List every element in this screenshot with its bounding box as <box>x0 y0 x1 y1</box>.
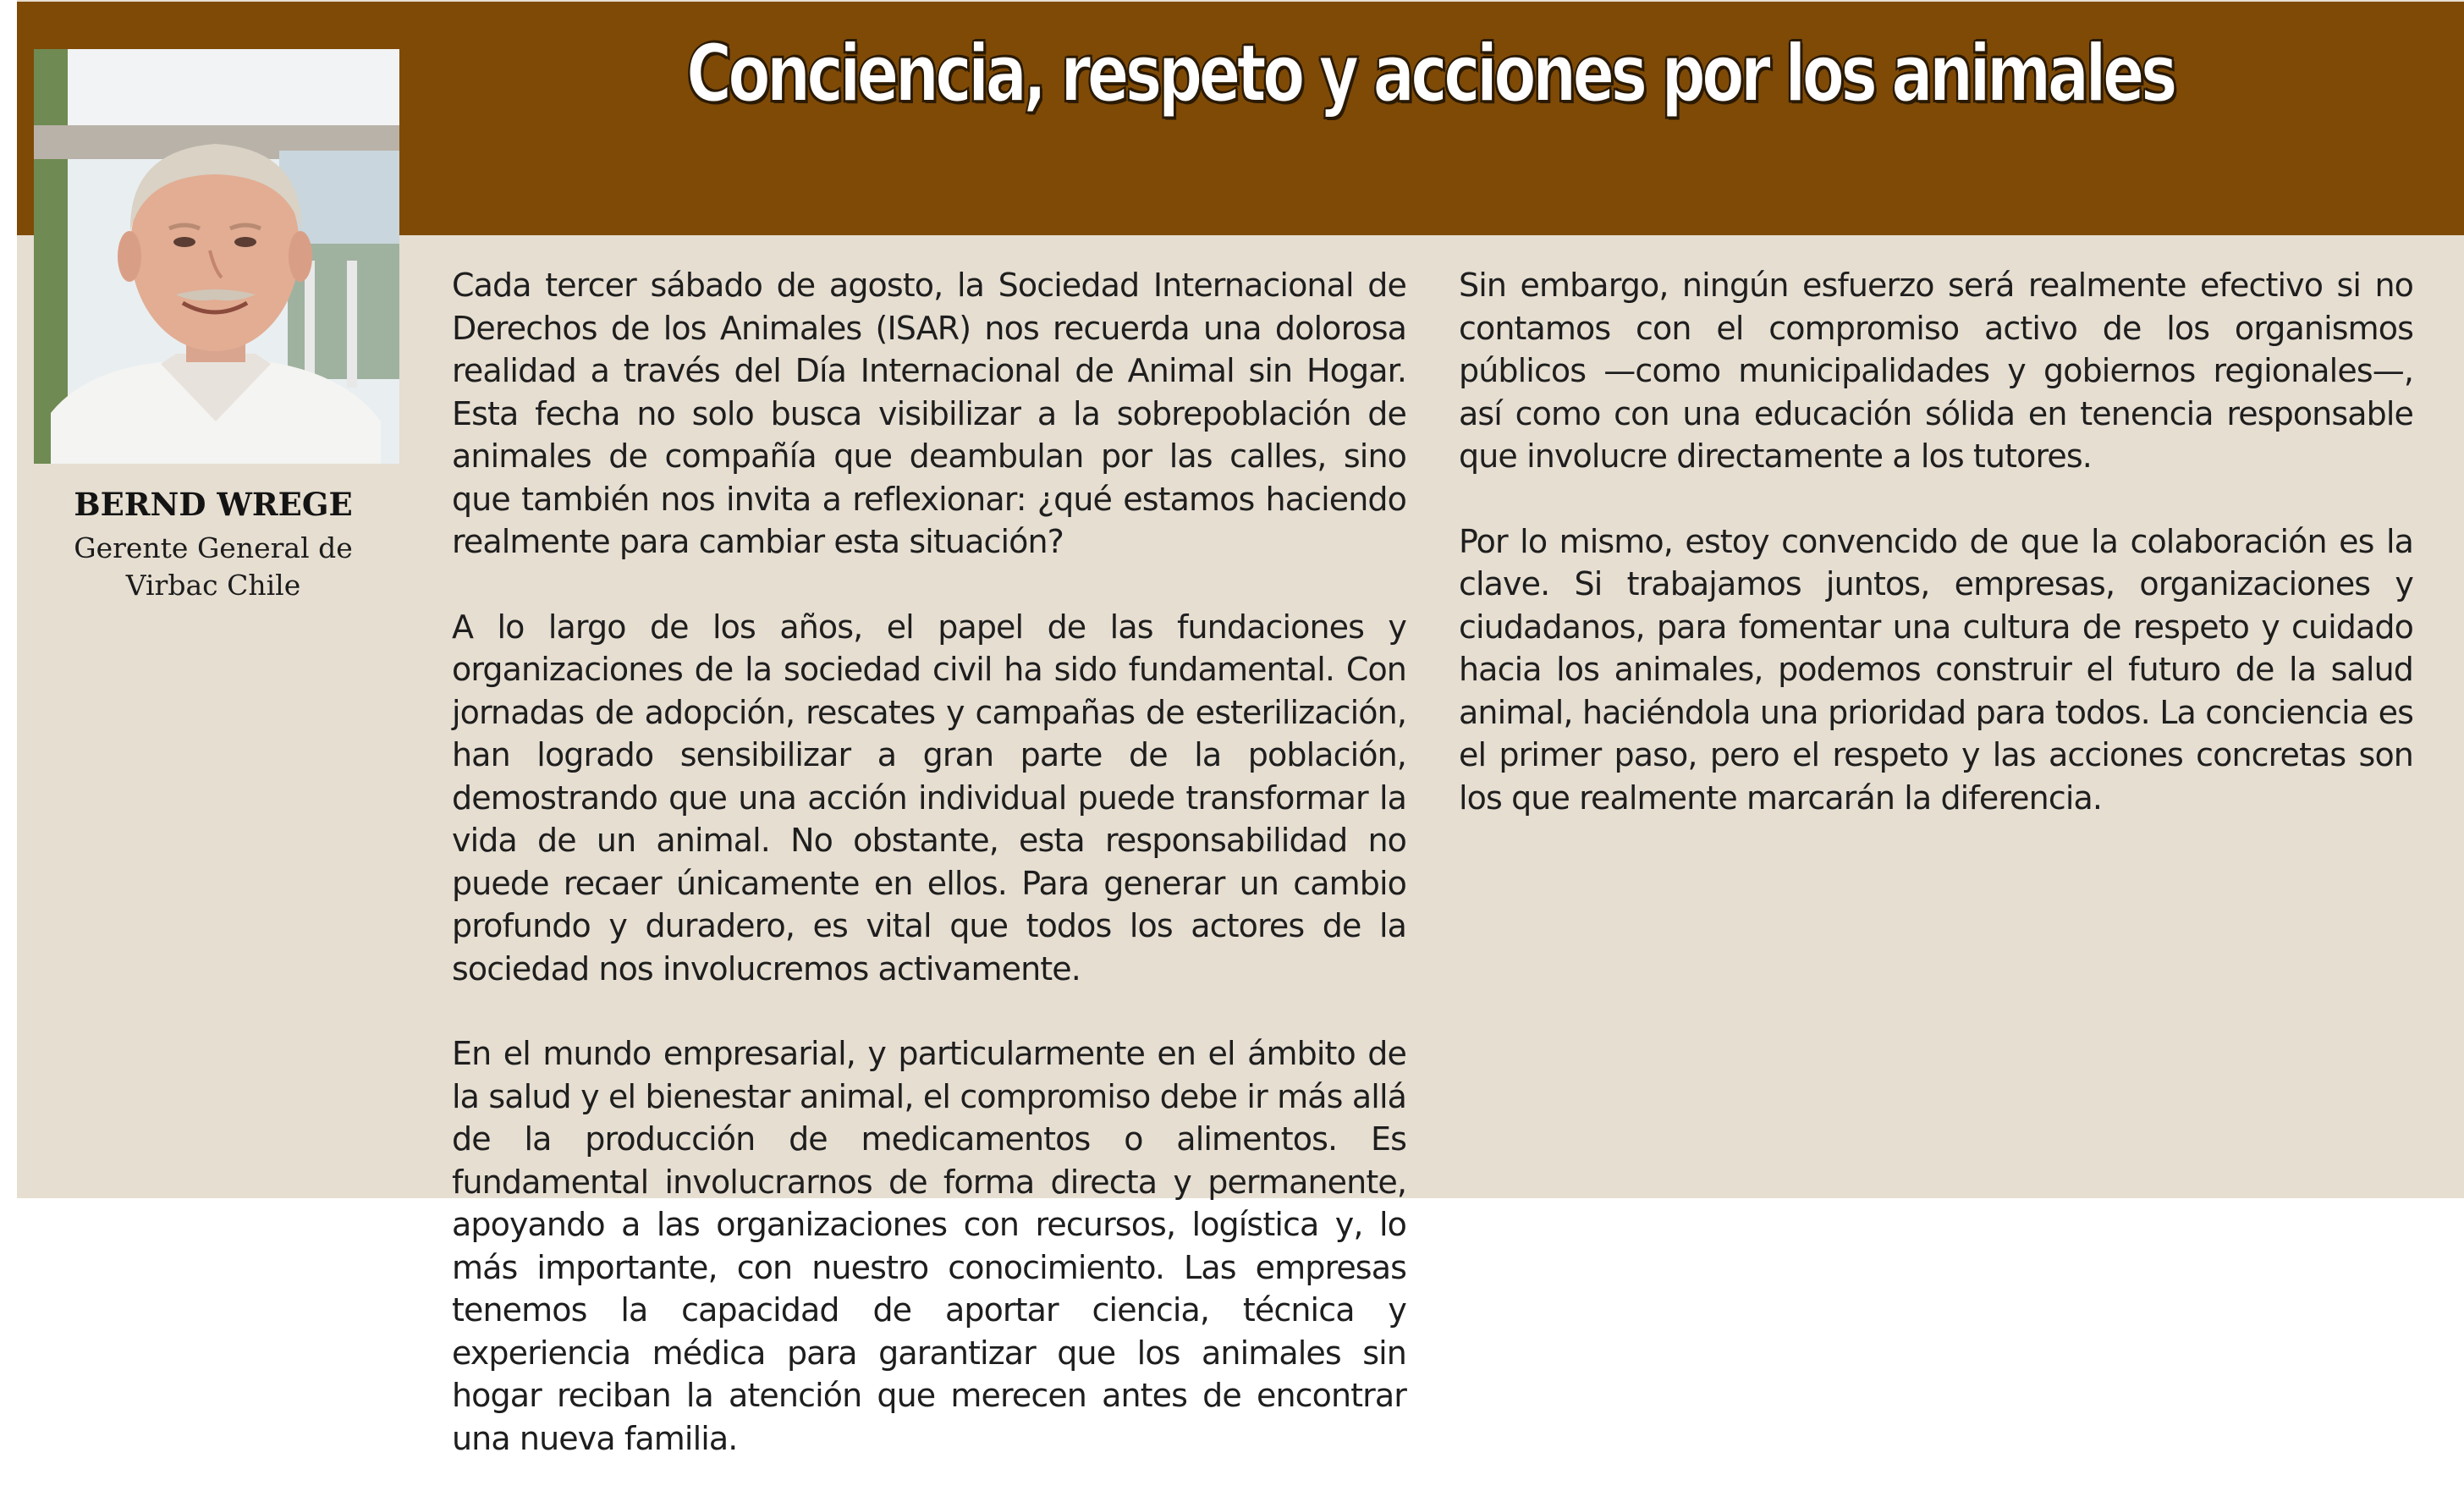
author-name: BERND WREGE <box>74 486 353 523</box>
article-column-left <box>452 264 1406 1502</box>
author-photo <box>34 49 399 464</box>
author-role-line2: Virbac Chile <box>125 569 301 602</box>
article-title: Conciencia, respeto y acciones por los animales <box>686 28 2174 120</box>
article-paragraph-4: Sin embargo, ningún esfuerzo será realmente efectivo si no contamos con el compromiso activo de los organismos públicos —como municipalidades y gobiernos regionales—, así como con una educación sólida en tenencia responsable que involucre directamente a los tutores. <box>1459 267 2413 475</box>
article-paragraph-5: Por lo mismo, estoy convencido de que la colaboración es la clave. Si trabajamos juntos, empresas, organizaciones y ciudadanos, para fomentar una cultura de respeto y cuidado hacia los animales, podemos construir el futuro de la salud animal, haciéndola una prioridad para todos. La conciencia es el primer paso, pero el respeto y las acciones concretas son los que realmente marcarán la diferencia. <box>1459 522 2413 817</box>
author-role <box>34 530 393 604</box>
article-column-right <box>1459 264 2413 861</box>
article-paragraph-3: En el mundo empresarial, y particularmente en el ámbito de la salud y el bienestar animal, el compromiso debe ir más allá de la producción de medicamentos o alimentos. Es fundamental involucrarnos de forma directa y permanente, apoyando a las organizaciones con recursos, logística y, lo más importante, con nuestro conocimiento. Las empresas tenemos la capacidad de aportar ciencia, técnica y experiencia médica para garantizar que los animales sin hogar reciban la atención que merecen antes de encontrar una nueva familia. <box>452 1035 1406 1457</box>
article-paragraph-1: Cada tercer sábado de agosto, la Sociedad Internacional de Derechos de los Animales (ISAR) nos recuerda una dolorosa realidad a través del Día Internacional de Animal sin Hogar. Esta fecha no solo busca visibilizar a la sobrepoblación de animales de compañía que deambulan por las calles, sino que también nos invita a reflexionar: ¿qué estamos haciendo realmente para cambiar esta situación? <box>452 267 1406 560</box>
article-paragraph-2: A lo largo de los años, el papel de las fundaciones y organizaciones de la sociedad civil ha sido fundamental. Con jornadas de adopción, rescates y campañas de esterilización, han logrado sensibilizar a gran parte de la población, demostrando que una acción individual puede transformar la vida de un animal. No obstante, esta responsabilidad no puede recaer únicamente en ellos. Para generar un cambio profundo y duradero, es vital que todos los actores de la sociedad nos involucremos activamente. <box>452 608 1406 988</box>
author-role-line1: Gerente General de <box>74 531 353 564</box>
